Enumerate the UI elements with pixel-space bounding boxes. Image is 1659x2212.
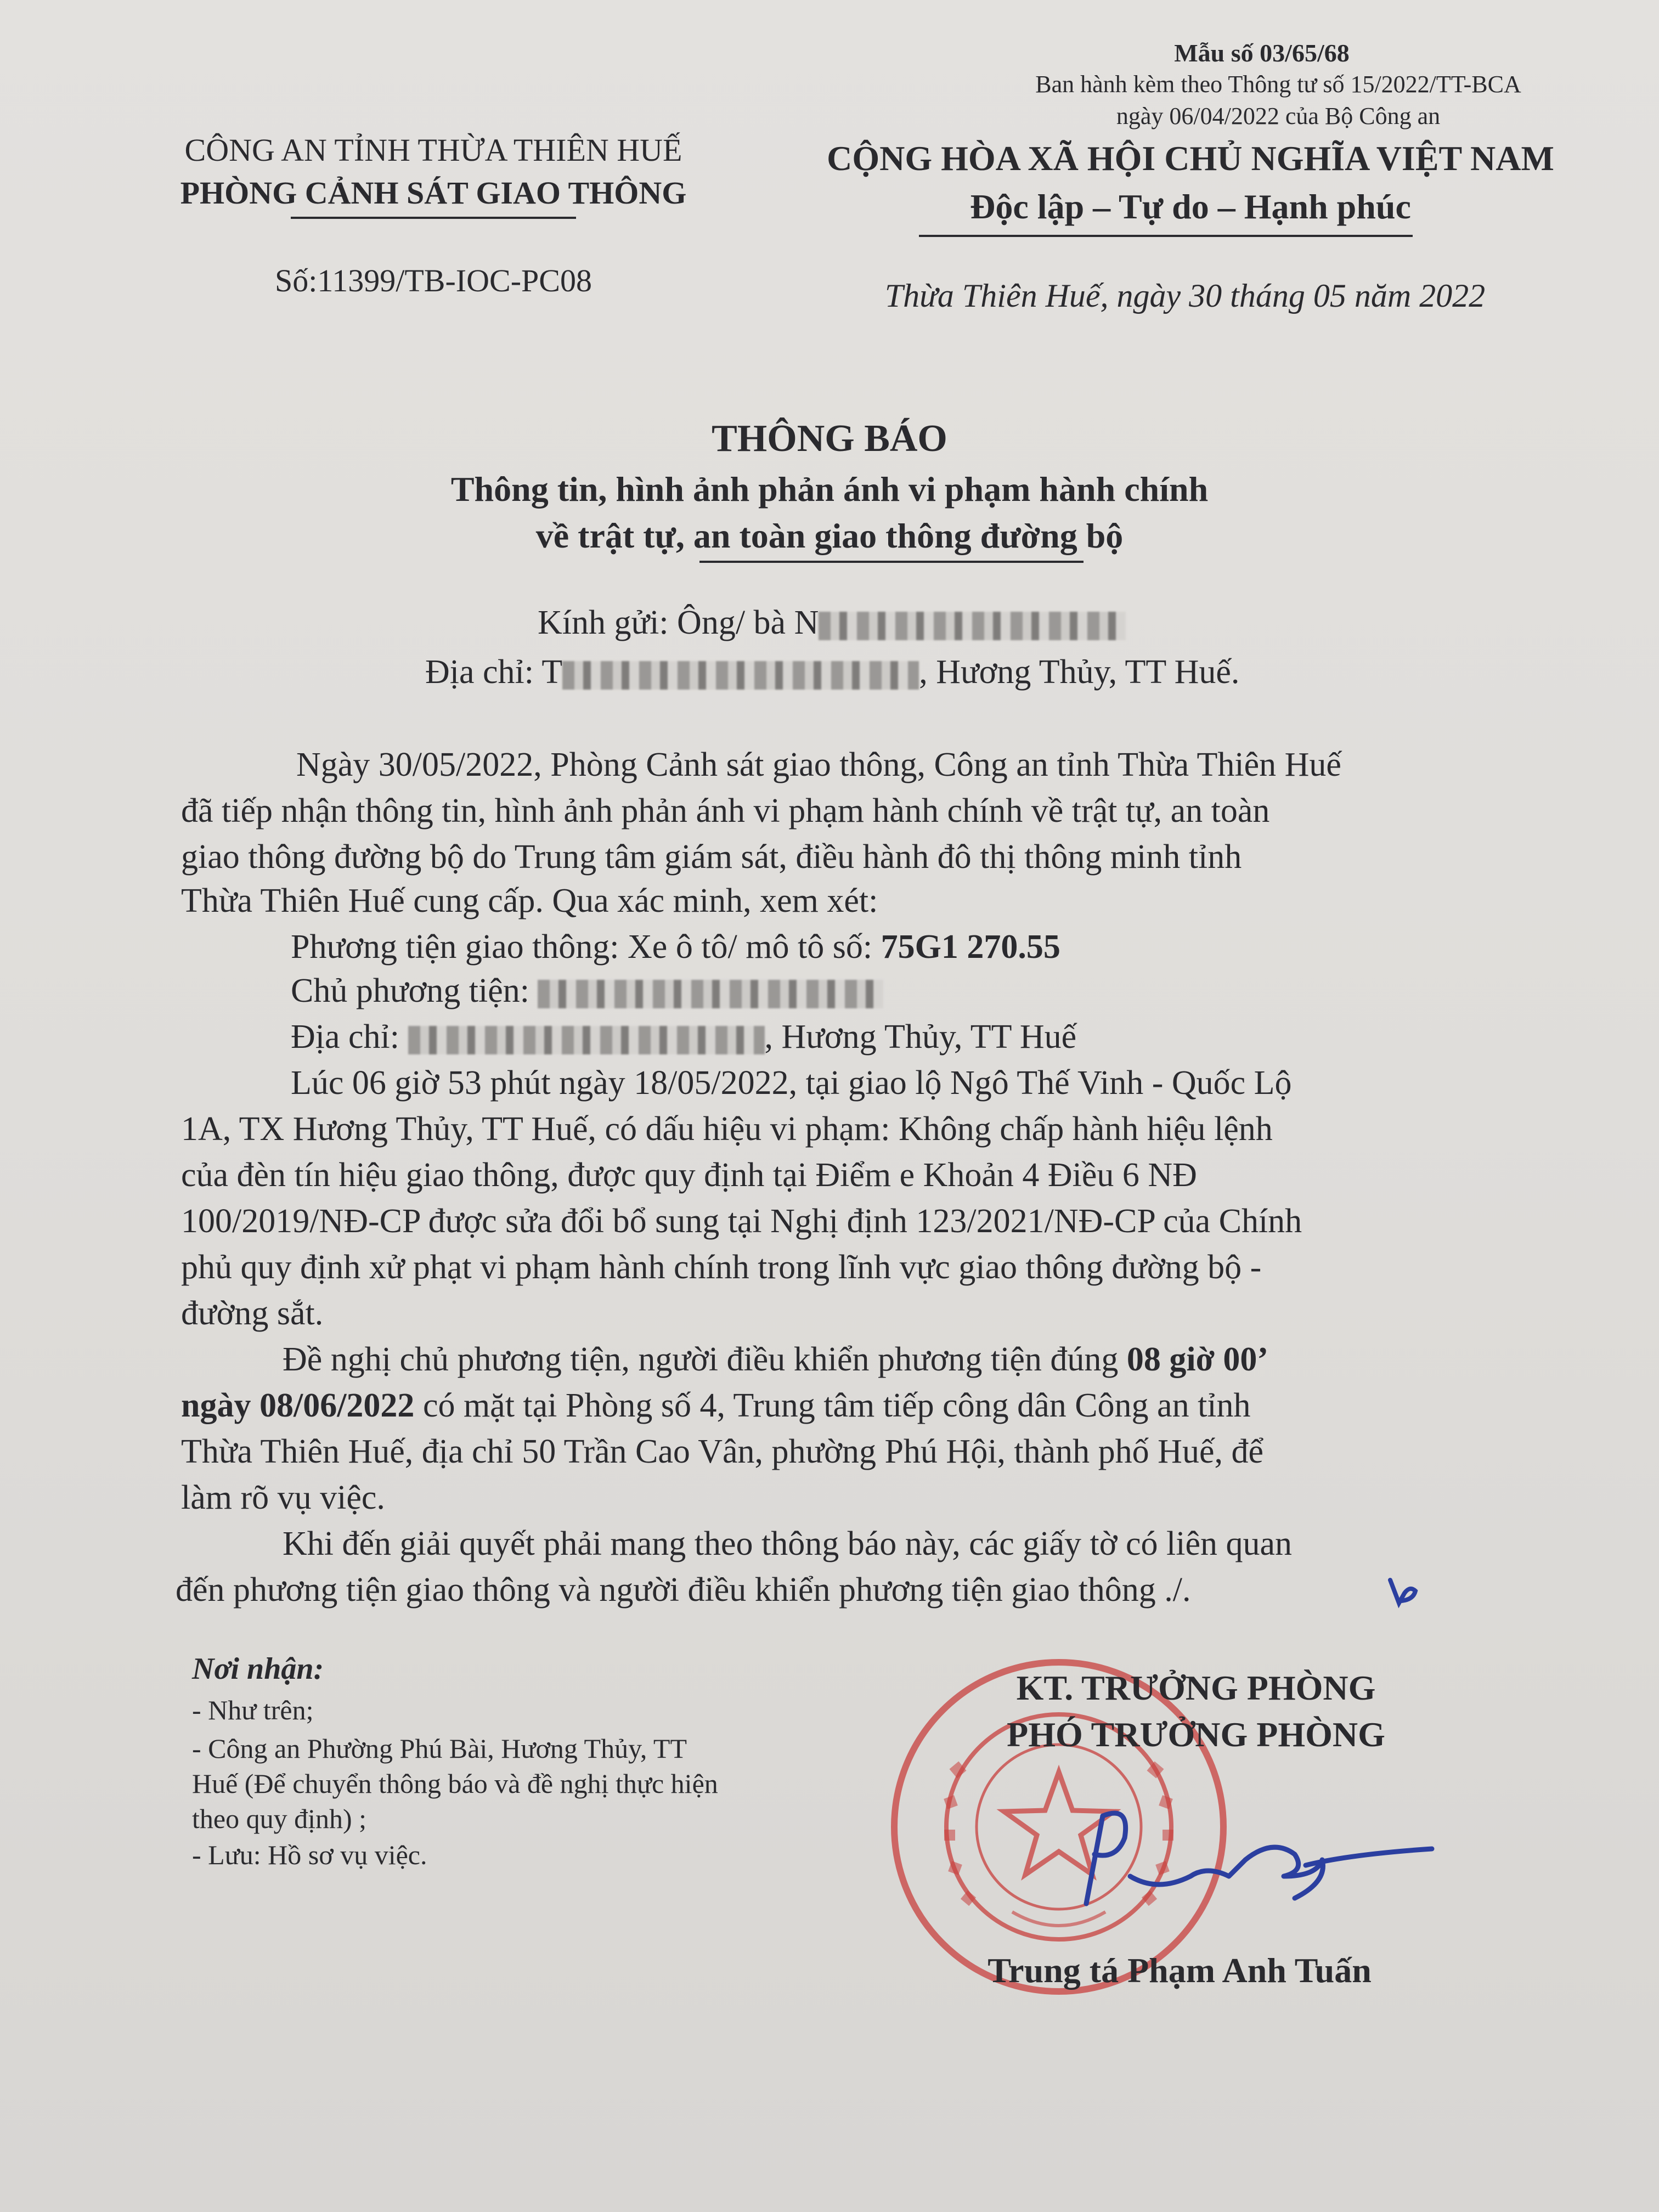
redacted-owner-address: [408, 1026, 765, 1054]
request-line-1: [283, 1336, 1533, 1383]
agency-department: PHÒNG CẢNH SÁT GIAO THÔNG: [180, 175, 687, 211]
notice-title: THÔNG BÁO: [712, 417, 947, 460]
signer-name: Trung tá Phạm Anh Tuấn: [988, 1951, 1372, 1990]
address-label: Địa chỉ: T: [425, 653, 563, 691]
document-number: Số:11399/TB-IOC-PC08: [275, 263, 592, 298]
form-issued-date: ngày 06/04/2022 của Bộ Công an: [1116, 103, 1441, 129]
agency-parent: CÔNG AN TỈNH THỪA THIÊN HUẾ: [184, 132, 682, 168]
recipient-greeting: [538, 603, 1126, 642]
nation-motto: Độc lập – Tự do – Hạnh phúc: [970, 187, 1411, 226]
vehicle-plate: 75G1 270.55: [881, 928, 1060, 966]
redacted-name: [819, 612, 1126, 640]
request-text-2: có mặt tại Phòng số 4, Trung tâm tiếp công dân Công an tỉnh: [414, 1387, 1251, 1424]
recipients-title: Nơi nhận:: [192, 1652, 324, 1686]
greeting-text: Kính gửi: Ông/ bà N: [538, 604, 819, 641]
request-line-2: [181, 1383, 1542, 1429]
recipient-item-2-line-3: theo quy định) ;: [192, 1803, 367, 1834]
form-issued-with: Ban hành kèm theo Thông tư số 15/2022/TT-BCA: [1035, 71, 1521, 98]
place-date: Thừa Thiên Huế, ngày 30 tháng 05 năm 2022: [884, 278, 1486, 314]
handwritten-signature: [1064, 1794, 1448, 1926]
violation-line-1: Lúc 06 giờ 53 phút ngày 18/05/2022, tại giao lộ Ngô Thế Vinh - Quốc Lộ: [291, 1064, 1292, 1102]
request-text-1: Đề nghị chủ phương tiện, người điều khiển phương tiện đúng: [283, 1341, 1127, 1378]
handwritten-check-icon: [1383, 1569, 1426, 1613]
notice-subtitle-1: Thông tin, hình ảnh phản ánh vi phạm hành chính: [450, 470, 1209, 509]
signature-title-1: KT. TRƯỞNG PHÒNG: [1016, 1668, 1376, 1707]
recipient-item-2-line-2: Huế (Để chuyển thông báo và đề nghị thực hiện: [192, 1768, 718, 1799]
paragraph-1-line-3: giao thông đường bộ do Trung tâm giám sát, điều hành đô thị thông minh tỉnh: [181, 838, 1242, 876]
redacted-owner: [538, 980, 883, 1008]
violation-line-4: 100/2019/NĐ-CP được sửa đổi bổ sung tại Nghị định 123/2021/NĐ-CP của Chính: [181, 1203, 1302, 1240]
recipient-item-3: - Lưu: Hồ sơ vụ việc.: [192, 1839, 427, 1870]
recipient-item-1: - Như trên;: [192, 1695, 314, 1725]
vehicle-label: Phương tiện giao thông: Xe ô tô/ mô tô số:: [291, 928, 881, 966]
form-number: Mẫu số 03/65/68: [1174, 39, 1350, 67]
violation-line-5: phủ quy định xử phạt vi phạm hành chính trong lĩnh vực giao thông đường bộ -: [181, 1249, 1262, 1286]
recipient-address: [425, 653, 1239, 692]
violation-line-2: 1A, TX Hương Thủy, TT Huế, có dấu hiệu vi phạm: Không chấp hành hiệu lệnh: [181, 1110, 1273, 1148]
paragraph-1-line-1: Ngày 30/05/2022, Phòng Cảnh sát giao thông, Công an tỉnh Thừa Thiên Huế: [296, 746, 1341, 783]
notice-subtitle-2: về trật tự, an toàn giao thông đường bộ: [535, 516, 1124, 555]
request-line-3: Thừa Thiên Huế, địa chỉ 50 Trần Cao Vân, phường Phú Hội, thành phố Huế, để: [181, 1433, 1263, 1470]
closing-line-2: đến phương tiện giao thông và người điều khiển phương tiện giao thông ./.: [176, 1571, 1191, 1609]
signature-title-2: PHÓ TRƯỞNG PHÒNG: [1007, 1715, 1385, 1754]
appointment-time: 08 giờ 00’: [1126, 1341, 1269, 1378]
paragraph-1-line-4: Thừa Thiên Huế cung cấp. Qua xác minh, xem xét:: [181, 882, 878, 919]
recipient-item-2-line-1: - Công an Phường Phú Bài, Hương Thủy, TT: [192, 1733, 687, 1764]
owner-label: Chủ phương tiện:: [291, 972, 538, 1009]
motto-underline: [919, 235, 1413, 237]
closing-line-1: Khi đến giải quyết phải mang theo thông báo này, các giấy tờ có liên quan: [283, 1525, 1293, 1562]
violation-line-3: của đèn tín hiệu giao thông, được quy định tại Điểm e Khoản 4 Điều 6 NĐ: [181, 1156, 1197, 1194]
request-line-4: làm rõ vụ việc.: [181, 1479, 385, 1516]
owner-address-label: Địa chỉ:: [291, 1018, 408, 1056]
nation-name: CỘNG HÒA XÃ HỘI CHỦ NGHĨA VIỆT NAM: [827, 139, 1554, 178]
violation-line-6: đường sắt.: [181, 1295, 324, 1332]
redacted-address: [562, 661, 919, 690]
address-suffix: , Hương Thủy, TT Huế.: [919, 653, 1240, 691]
title-underline: [699, 561, 1084, 563]
appointment-date: ngày 08/06/2022: [181, 1387, 415, 1424]
vehicle-line: [291, 924, 1651, 970]
owner-address-suffix: , Hương Thủy, TT Huế: [764, 1018, 1077, 1056]
agency-underline: [291, 217, 576, 219]
owner-line: [291, 968, 1651, 1014]
owner-address-line: [291, 1014, 1651, 1060]
paragraph-1-line-2: đã tiếp nhận thông tin, hình ảnh phản ánh vi phạm hành chính về trật tự, an toàn: [181, 792, 1270, 830]
